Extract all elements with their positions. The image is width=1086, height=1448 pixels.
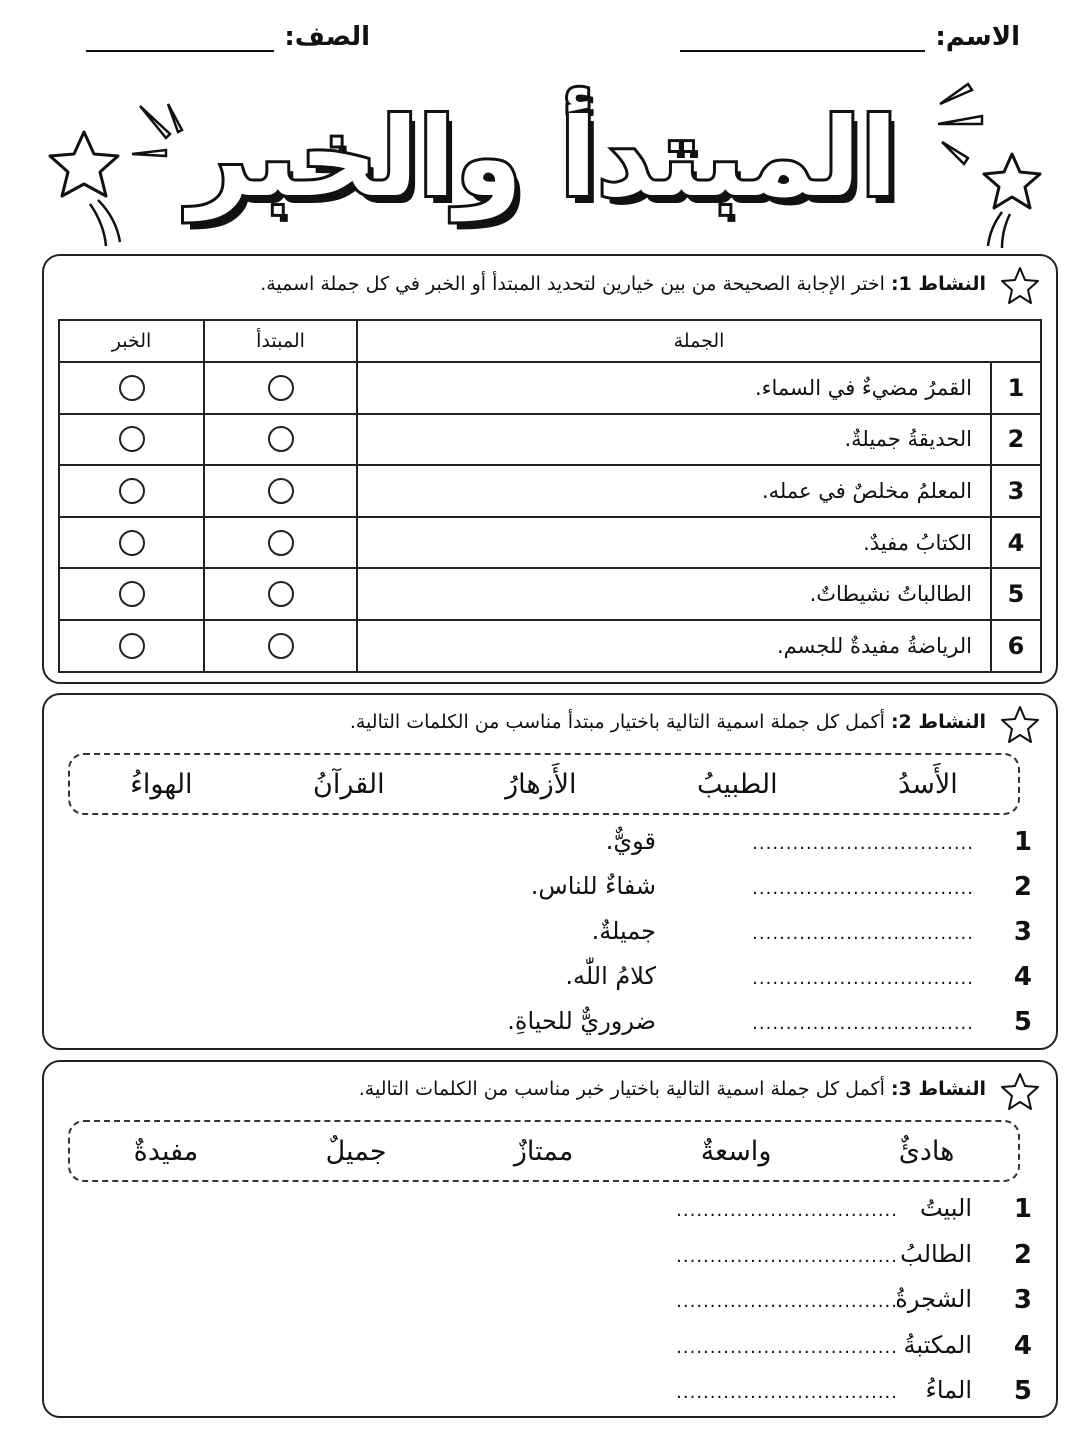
item-text: ضروريٌّ للحياةِ. bbox=[507, 1007, 656, 1035]
predicate-radio[interactable] bbox=[119, 581, 145, 607]
row-number: 5 bbox=[991, 568, 1041, 620]
activity-2-panel bbox=[42, 693, 1058, 1050]
answer-blank[interactable]: ................................. bbox=[752, 833, 974, 854]
answer-blank[interactable]: ................................. bbox=[752, 878, 974, 899]
word-bank bbox=[68, 753, 1020, 815]
name-input-line[interactable] bbox=[680, 22, 925, 52]
word-bank-item: الأَسدُ bbox=[898, 768, 958, 800]
item-number: 4 bbox=[1013, 962, 1032, 992]
subject-option-cell bbox=[204, 362, 357, 414]
table-header-row bbox=[59, 320, 1041, 362]
table-row bbox=[59, 465, 1041, 517]
exercise-item bbox=[56, 872, 1056, 912]
row-number: 1 bbox=[991, 362, 1041, 414]
predicate-option-cell bbox=[59, 465, 204, 517]
row-sentence: القمرُ مضيءٌ في السماء. bbox=[357, 362, 991, 414]
item-number: 2 bbox=[1013, 872, 1032, 902]
table-row bbox=[59, 362, 1041, 414]
word-bank-item: واسعةٌ bbox=[700, 1135, 772, 1167]
item-number: 1 bbox=[1013, 827, 1032, 857]
row-sentence: الكتابُ مفيدٌ. bbox=[357, 517, 991, 569]
item-text: جميلةٌ. bbox=[591, 917, 656, 945]
exercise-item bbox=[56, 1240, 1056, 1280]
subject-option-cell bbox=[204, 517, 357, 569]
exercise-item bbox=[56, 827, 1056, 867]
row-number: 4 bbox=[991, 517, 1041, 569]
subject-option-cell bbox=[204, 620, 357, 672]
predicate-option-cell bbox=[59, 620, 204, 672]
col-predicate-header: الخبر bbox=[59, 320, 204, 362]
activity-2-text: أكمل كل جملة اسمية التالية باختيار مبتدأ مناسب من الكلمات التالية. bbox=[349, 711, 885, 733]
item-text: البيتُ bbox=[919, 1194, 972, 1222]
col-subject-header: المبتدأ bbox=[204, 320, 357, 362]
item-number: 4 bbox=[1013, 1330, 1032, 1361]
exercise-item bbox=[56, 962, 1056, 1002]
star-icon bbox=[1000, 266, 1040, 306]
item-number: 3 bbox=[1013, 1285, 1032, 1315]
subject-radio[interactable] bbox=[268, 375, 294, 401]
item-text: الشجرةُ bbox=[895, 1285, 972, 1313]
subject-radio[interactable] bbox=[268, 633, 294, 659]
answer-blank[interactable]: ................................. bbox=[676, 1382, 898, 1403]
item-number: 5 bbox=[1013, 1376, 1032, 1406]
activity-2-label: النشاط 2: bbox=[890, 711, 986, 733]
sparkle-left-icon bbox=[126, 98, 196, 188]
predicate-radio[interactable] bbox=[119, 426, 145, 452]
item-text: الطالبُ bbox=[900, 1239, 972, 1268]
word-bank-item: مفيدةٌ bbox=[133, 1135, 199, 1167]
row-number: 3 bbox=[991, 465, 1041, 517]
subject-radio[interactable] bbox=[268, 426, 294, 452]
row-sentence: المعلمُ مخلصٌ في عمله. bbox=[357, 465, 991, 517]
class-field[interactable] bbox=[86, 22, 370, 52]
answer-blank[interactable]: ................................. bbox=[676, 1245, 898, 1267]
activity-3-text: أكمل كل جملة اسمية التالية باختيار خبر مناسب من الكلمات التالية. bbox=[358, 1078, 885, 1100]
activity-2-instruction bbox=[350, 711, 986, 733]
subject-radio[interactable] bbox=[268, 581, 294, 607]
row-sentence: الطالباتُ نشيطاتٌ. bbox=[357, 568, 991, 620]
item-text: كلامُ اللّٰه. bbox=[565, 962, 656, 990]
row-number: 6 bbox=[991, 620, 1041, 672]
table-row bbox=[59, 414, 1041, 466]
row-sentence: الرياضةُ مفيدةٌ للجسم. bbox=[357, 620, 991, 672]
predicate-option-cell bbox=[59, 414, 204, 466]
activity-3-panel bbox=[42, 1060, 1058, 1418]
activity-1-table bbox=[58, 319, 1042, 673]
col-sentence-header: الجملة bbox=[357, 320, 1041, 362]
item-number: 1 bbox=[1013, 1194, 1032, 1224]
activity-3-instruction bbox=[359, 1078, 986, 1100]
item-text: المكتبةُ bbox=[903, 1330, 972, 1359]
activity-1-instruction bbox=[260, 273, 986, 295]
exercise-item bbox=[56, 1285, 1056, 1325]
answer-blank[interactable]: ................................. bbox=[752, 968, 974, 989]
predicate-option-cell bbox=[59, 568, 204, 620]
exercise-item bbox=[56, 1376, 1056, 1416]
exercise-item bbox=[56, 917, 1056, 957]
item-text: الماءُ bbox=[925, 1376, 972, 1404]
star-icon bbox=[1000, 705, 1040, 745]
activity-3-label: النشاط 3: bbox=[890, 1078, 986, 1100]
activity-1-label: النشاط 1: bbox=[890, 273, 986, 295]
word-bank-item: جميلٌ bbox=[325, 1135, 387, 1167]
word-bank-item: القرآنُ bbox=[313, 768, 385, 800]
activity-1-panel bbox=[42, 254, 1058, 684]
name-label: الاسم: bbox=[935, 22, 1020, 52]
word-bank-item: الأَزهارُ bbox=[505, 768, 577, 800]
subject-option-cell bbox=[204, 465, 357, 517]
class-label: الصف: bbox=[284, 22, 370, 52]
word-bank-item: الهواءُ bbox=[130, 768, 193, 800]
item-text: قويٌّ. bbox=[605, 827, 656, 855]
subject-option-cell bbox=[204, 568, 357, 620]
row-number: 2 bbox=[991, 414, 1041, 466]
table-row bbox=[59, 517, 1041, 569]
name-field[interactable] bbox=[680, 22, 1020, 52]
star-left-icon bbox=[46, 128, 126, 248]
answer-blank[interactable]: ................................. bbox=[676, 1200, 898, 1221]
subject-option-cell bbox=[204, 414, 357, 466]
word-bank bbox=[68, 1120, 1020, 1182]
predicate-radio[interactable] bbox=[119, 478, 145, 504]
table-row bbox=[59, 620, 1041, 672]
item-text: شفاءٌ للناس. bbox=[530, 872, 656, 900]
class-input-line[interactable] bbox=[86, 22, 274, 52]
predicate-radio[interactable] bbox=[119, 530, 145, 556]
star-icon bbox=[1000, 1072, 1040, 1112]
exercise-item bbox=[56, 1194, 1056, 1234]
sparkle-right-icon bbox=[920, 80, 1000, 170]
word-bank-item: هادئٌ bbox=[898, 1135, 955, 1167]
subject-radio[interactable] bbox=[268, 478, 294, 504]
word-bank-item: الطبيبُ bbox=[696, 768, 778, 800]
word-bank-item: ممتازٌ bbox=[513, 1135, 574, 1167]
answer-blank[interactable]: ................................. bbox=[752, 1013, 974, 1034]
predicate-radio[interactable] bbox=[119, 633, 145, 659]
row-sentence: الحديقةُ جميلةٌ. bbox=[357, 414, 991, 466]
predicate-option-cell bbox=[59, 362, 204, 414]
answer-blank[interactable]: ................................. bbox=[676, 1336, 898, 1358]
predicate-radio[interactable] bbox=[119, 375, 145, 401]
title-text: المبتدأ والخبر bbox=[188, 96, 898, 221]
answer-blank[interactable]: ................................. bbox=[676, 1291, 898, 1312]
item-number: 5 bbox=[1013, 1007, 1032, 1037]
subject-radio[interactable] bbox=[268, 530, 294, 556]
item-number: 2 bbox=[1013, 1239, 1032, 1270]
exercise-item bbox=[56, 1331, 1056, 1371]
activity-1-text: اختر الإجابة الصحيحة من بين خيارين لتحديد المبتدأ أو الخبر في كل جملة اسمية. bbox=[260, 273, 885, 295]
exercise-item bbox=[56, 1007, 1056, 1047]
predicate-option-cell bbox=[59, 517, 204, 569]
table-row bbox=[59, 568, 1041, 620]
item-number: 3 bbox=[1013, 917, 1032, 947]
answer-blank[interactable]: ................................. bbox=[752, 923, 974, 944]
